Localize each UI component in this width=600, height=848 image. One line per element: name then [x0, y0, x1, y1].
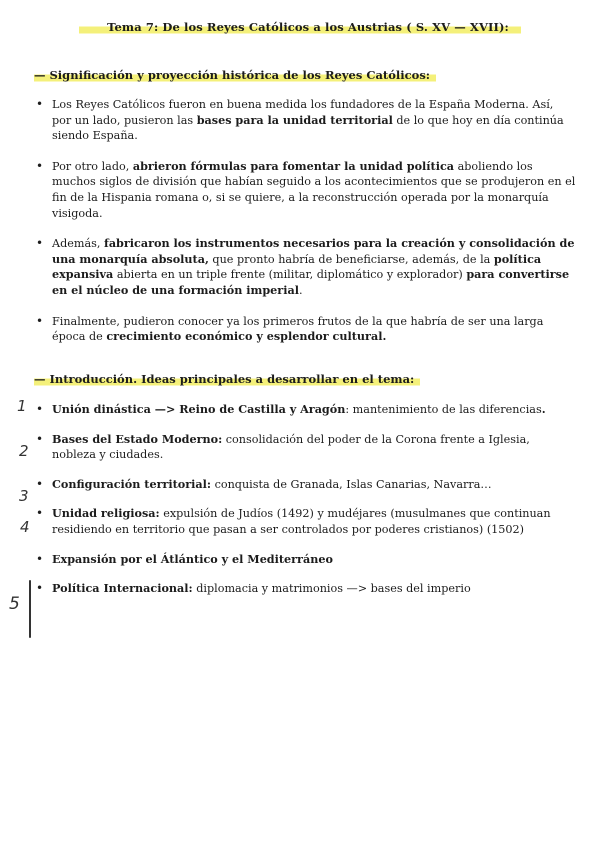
title-text: Tema 7: De los Reyes Católicos a los Austrias ( S. XV — XVII):: [79, 19, 521, 35]
list-item: • Unión dinástica —> Reino de Castilla y Aragón: mantenimiento de las diferencias.: [36, 402, 576, 418]
handwritten-number-3: 3: [19, 487, 29, 505]
section-heading-significacion: — Significación y proyección histórica de los Reyes Católicos:: [34, 68, 436, 82]
list-item: • Finalmente, pudieron conocer ya los primeros frutos de la que habría de ser una larga época de crecimiento económico y esplendor cultural.: [36, 314, 576, 345]
handwritten-number-5: 5: [9, 594, 20, 614]
handwritten-brace: [29, 580, 31, 638]
page-title: [0, 20, 600, 34]
list-item: • Además, fabricaron los instrumentos necesarios para la creación y consolidación de una monarquía absoluta, que pronto habría de beneficiarse, además, de la política expansiva abierta en un triple frente (militar, diplomático y explorador) para convertirse en el núcleo de una formación imperial.: [36, 236, 576, 298]
list-item: • Unidad religiosa: expulsión de Judíos (1492) y mudéjares (musulmanes que continuan residiendo en territorio que pasan a ser controlados por poderes cristianos) (1502): [36, 506, 576, 537]
handwritten-number-1: 1: [17, 397, 27, 415]
list-item: • Bases del Estado Moderno: consolidación del poder de la Corona frente a Iglesia, nobleza y ciudades.: [36, 432, 576, 463]
list-item: • Los Reyes Católicos fueron en buena medida los fundadores de la España Moderna. Así, por un lado, pusieron las bases para la unidad territorial de lo que hoy en día continúa siendo España.: [36, 97, 576, 144]
list-item: • Por otro lado, abrieron fórmulas para fomentar la unidad política aboliendo los muchos siglos de división que habían seguido a los acontecimientos que se produjeron en el fin de la Hispania romana o, si se quiere, a la reconstrucción operada por la monarquía visigoda.: [36, 159, 576, 221]
handwritten-number-2: 2: [19, 442, 29, 460]
handwritten-number-4: 4: [20, 518, 30, 536]
list-item: • Configuración territorial: conquista de Granada, Islas Canarias, Navarra…: [36, 477, 576, 493]
section-heading-introduccion: — Introducción. Ideas principales a desarrollar en el tema:: [34, 372, 420, 386]
list-item: • Expansión por el Átlántico y el Mediterráneo: [36, 552, 576, 568]
introduccion-list: [36, 402, 576, 597]
significacion-list: [36, 97, 576, 345]
list-item: • Política Internacional: diplomacia y matrimonios —> bases del imperio: [36, 581, 576, 597]
